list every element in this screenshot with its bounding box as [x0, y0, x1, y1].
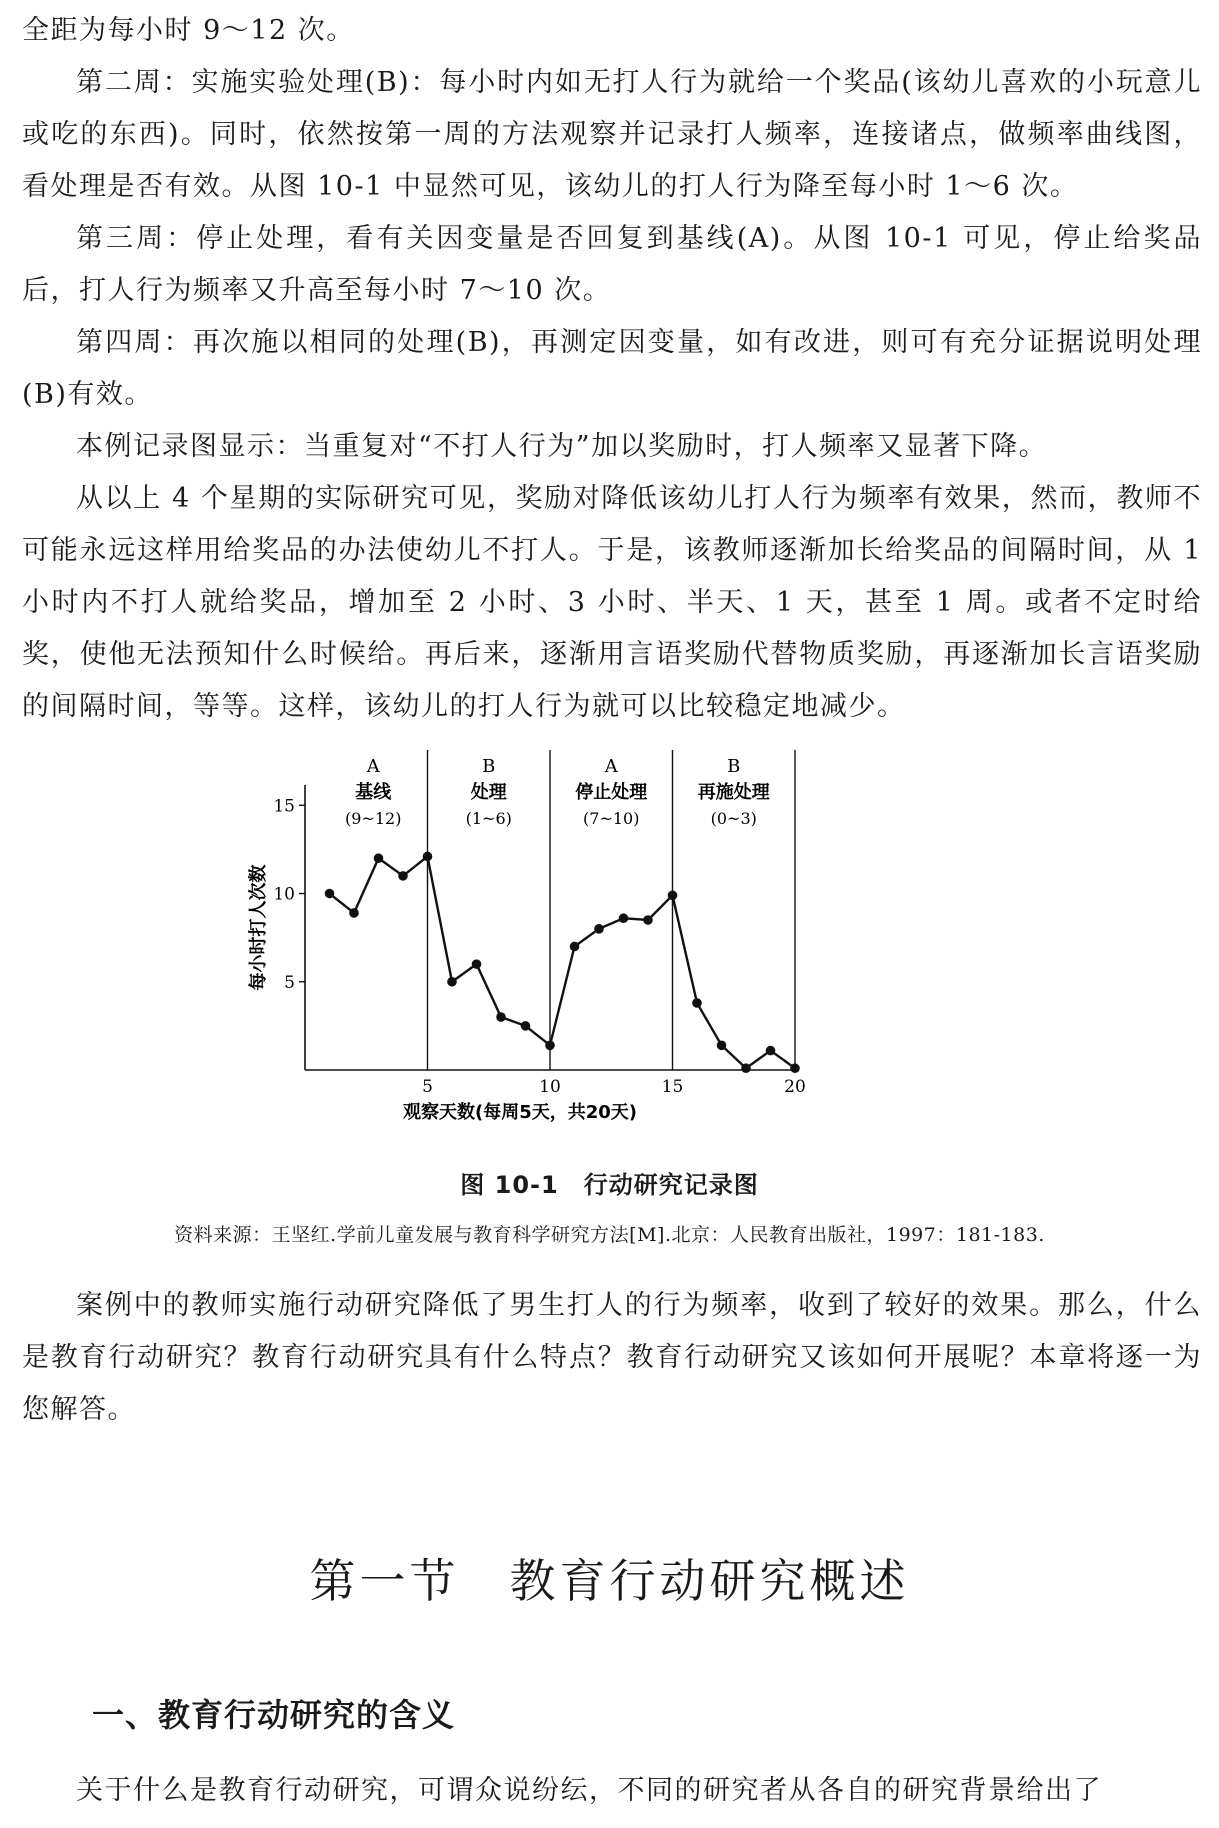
- phase-letter: B: [482, 756, 496, 777]
- x-tick-label: 10: [539, 1077, 561, 1097]
- phase-letter: A: [366, 756, 380, 777]
- phase-range: (9~12): [345, 809, 402, 828]
- figure-chart: [248, 750, 970, 1123]
- x-axis-label: 观察天数(每周5天，共20天): [402, 1102, 638, 1123]
- data-point: [349, 908, 359, 918]
- body-text-top: [22, 5, 1202, 733]
- phase-letter: A: [604, 756, 618, 777]
- data-point: [668, 890, 678, 900]
- section-title: 第一节 教育行动研究概述: [309, 1554, 910, 1608]
- paragraph: 第四周：再次施以相同的处理(B)，再测定因变量，如有改进，则可有充分证据说明处理(B)有效。: [22, 327, 1202, 410]
- series-line: [330, 856, 796, 1068]
- data-point: [643, 915, 653, 925]
- phase-range: (0~3): [710, 809, 757, 828]
- paragraph: 关于什么是教育行动研究，可谓众说纷纭，不同的研究者从各自的研究背景给出了: [76, 1775, 1102, 1806]
- x-tick-label: 15: [661, 1077, 684, 1097]
- data-point: [325, 889, 335, 899]
- data-point: [570, 942, 580, 952]
- phase-range: (1~6): [465, 809, 512, 828]
- data-point: [521, 1021, 531, 1031]
- y-tick-label: 15: [273, 796, 295, 817]
- subsection-title: 一、教育行动研究的含义: [92, 1696, 456, 1734]
- line-chart: [248, 750, 970, 1123]
- data-point: [545, 1040, 555, 1050]
- paragraph: 从以上 4 个星期的实际研究可见，奖励对降低该幼儿打人行为频率有效果，然而，教师不可能永远这样用给奖品的办法使幼儿不打人。于是，该教师逐渐加长给奖品的间隔时间，从 1 小时内不打人就给奖品，增加至 2 小时、3 小时、半天、1 天，甚至 1 周。或者不定时给奖，使他无法预知什么时候给。再后来，逐渐用言语奖励代替物质奖励，再逐渐加长言语奖励的间隔时间，等等。这样，该幼儿的打人行为就可以比较稳定地减少。: [22, 483, 1202, 722]
- figure-source: 资料来源：王坚红.学前儿童发展与教育科学研究方法[M].北京：人民教育出版社，1997：181-183.: [174, 1224, 1045, 1246]
- data-point: [472, 959, 482, 969]
- y-tick-label: 10: [273, 884, 295, 905]
- data-point: [741, 1063, 751, 1073]
- data-point: [619, 913, 629, 923]
- x-tick-label: 20: [784, 1077, 806, 1097]
- data-point: [766, 1046, 776, 1056]
- data-point: [594, 924, 604, 934]
- data-point: [398, 871, 408, 881]
- data-point: [447, 977, 457, 987]
- phase-name: 处理: [470, 782, 507, 803]
- phase-range: (7~10): [583, 809, 640, 828]
- phase-letter: B: [727, 756, 741, 777]
- data-point: [717, 1040, 727, 1050]
- paragraph: 全距为每小时 9～12 次。: [22, 15, 355, 46]
- data-point: [790, 1063, 800, 1073]
- data-point: [423, 852, 433, 862]
- data-point: [496, 1012, 506, 1022]
- y-axis-label: 每小时打人次数: [248, 864, 269, 991]
- paragraph: 案例中的教师实施行动研究降低了男生打人的行为频率，收到了较好的效果。那么，什么是教育行动研究？教育行动研究具有什么特点？教育行动研究又该如何开展呢？本章将逐一为您解答。: [22, 1290, 1202, 1425]
- figure-caption: 图 10-1 行动研究记录图: [460, 1171, 759, 1199]
- paragraph: 本例记录图显示：当重复对“不打人行为”加以奖励时，打人频率又显著下降。: [76, 431, 1048, 462]
- paragraph: 第三周：停止处理，看有关因变量是否回复到基线(A)。从图 10-1 可见，停止给奖品后，打人行为频率又升高至每小时 7～10 次。: [22, 223, 1202, 306]
- y-tick-label: 5: [284, 972, 295, 993]
- data-point: [374, 853, 384, 863]
- body-text-middle: [22, 1280, 1202, 1436]
- phase-name: 停止处理: [575, 782, 648, 803]
- phase-name: 基线: [355, 782, 392, 803]
- phase-name: 再施处理: [697, 782, 770, 803]
- x-tick-label: 5: [422, 1077, 433, 1097]
- data-point: [692, 998, 702, 1008]
- body-text-end: [22, 1765, 1202, 1817]
- paragraph: 第二周：实施实验处理(B)：每小时内如无打人行为就给一个奖品(该幼儿喜欢的小玩意儿或吃的东西)。同时，依然按第一周的方法观察并记录打人频率，连接诸点，做频率曲线图，看处理是否有效。从图 10-1 中显然可见，该幼儿的打人行为降至每小时 1～6 次。: [22, 67, 1202, 202]
